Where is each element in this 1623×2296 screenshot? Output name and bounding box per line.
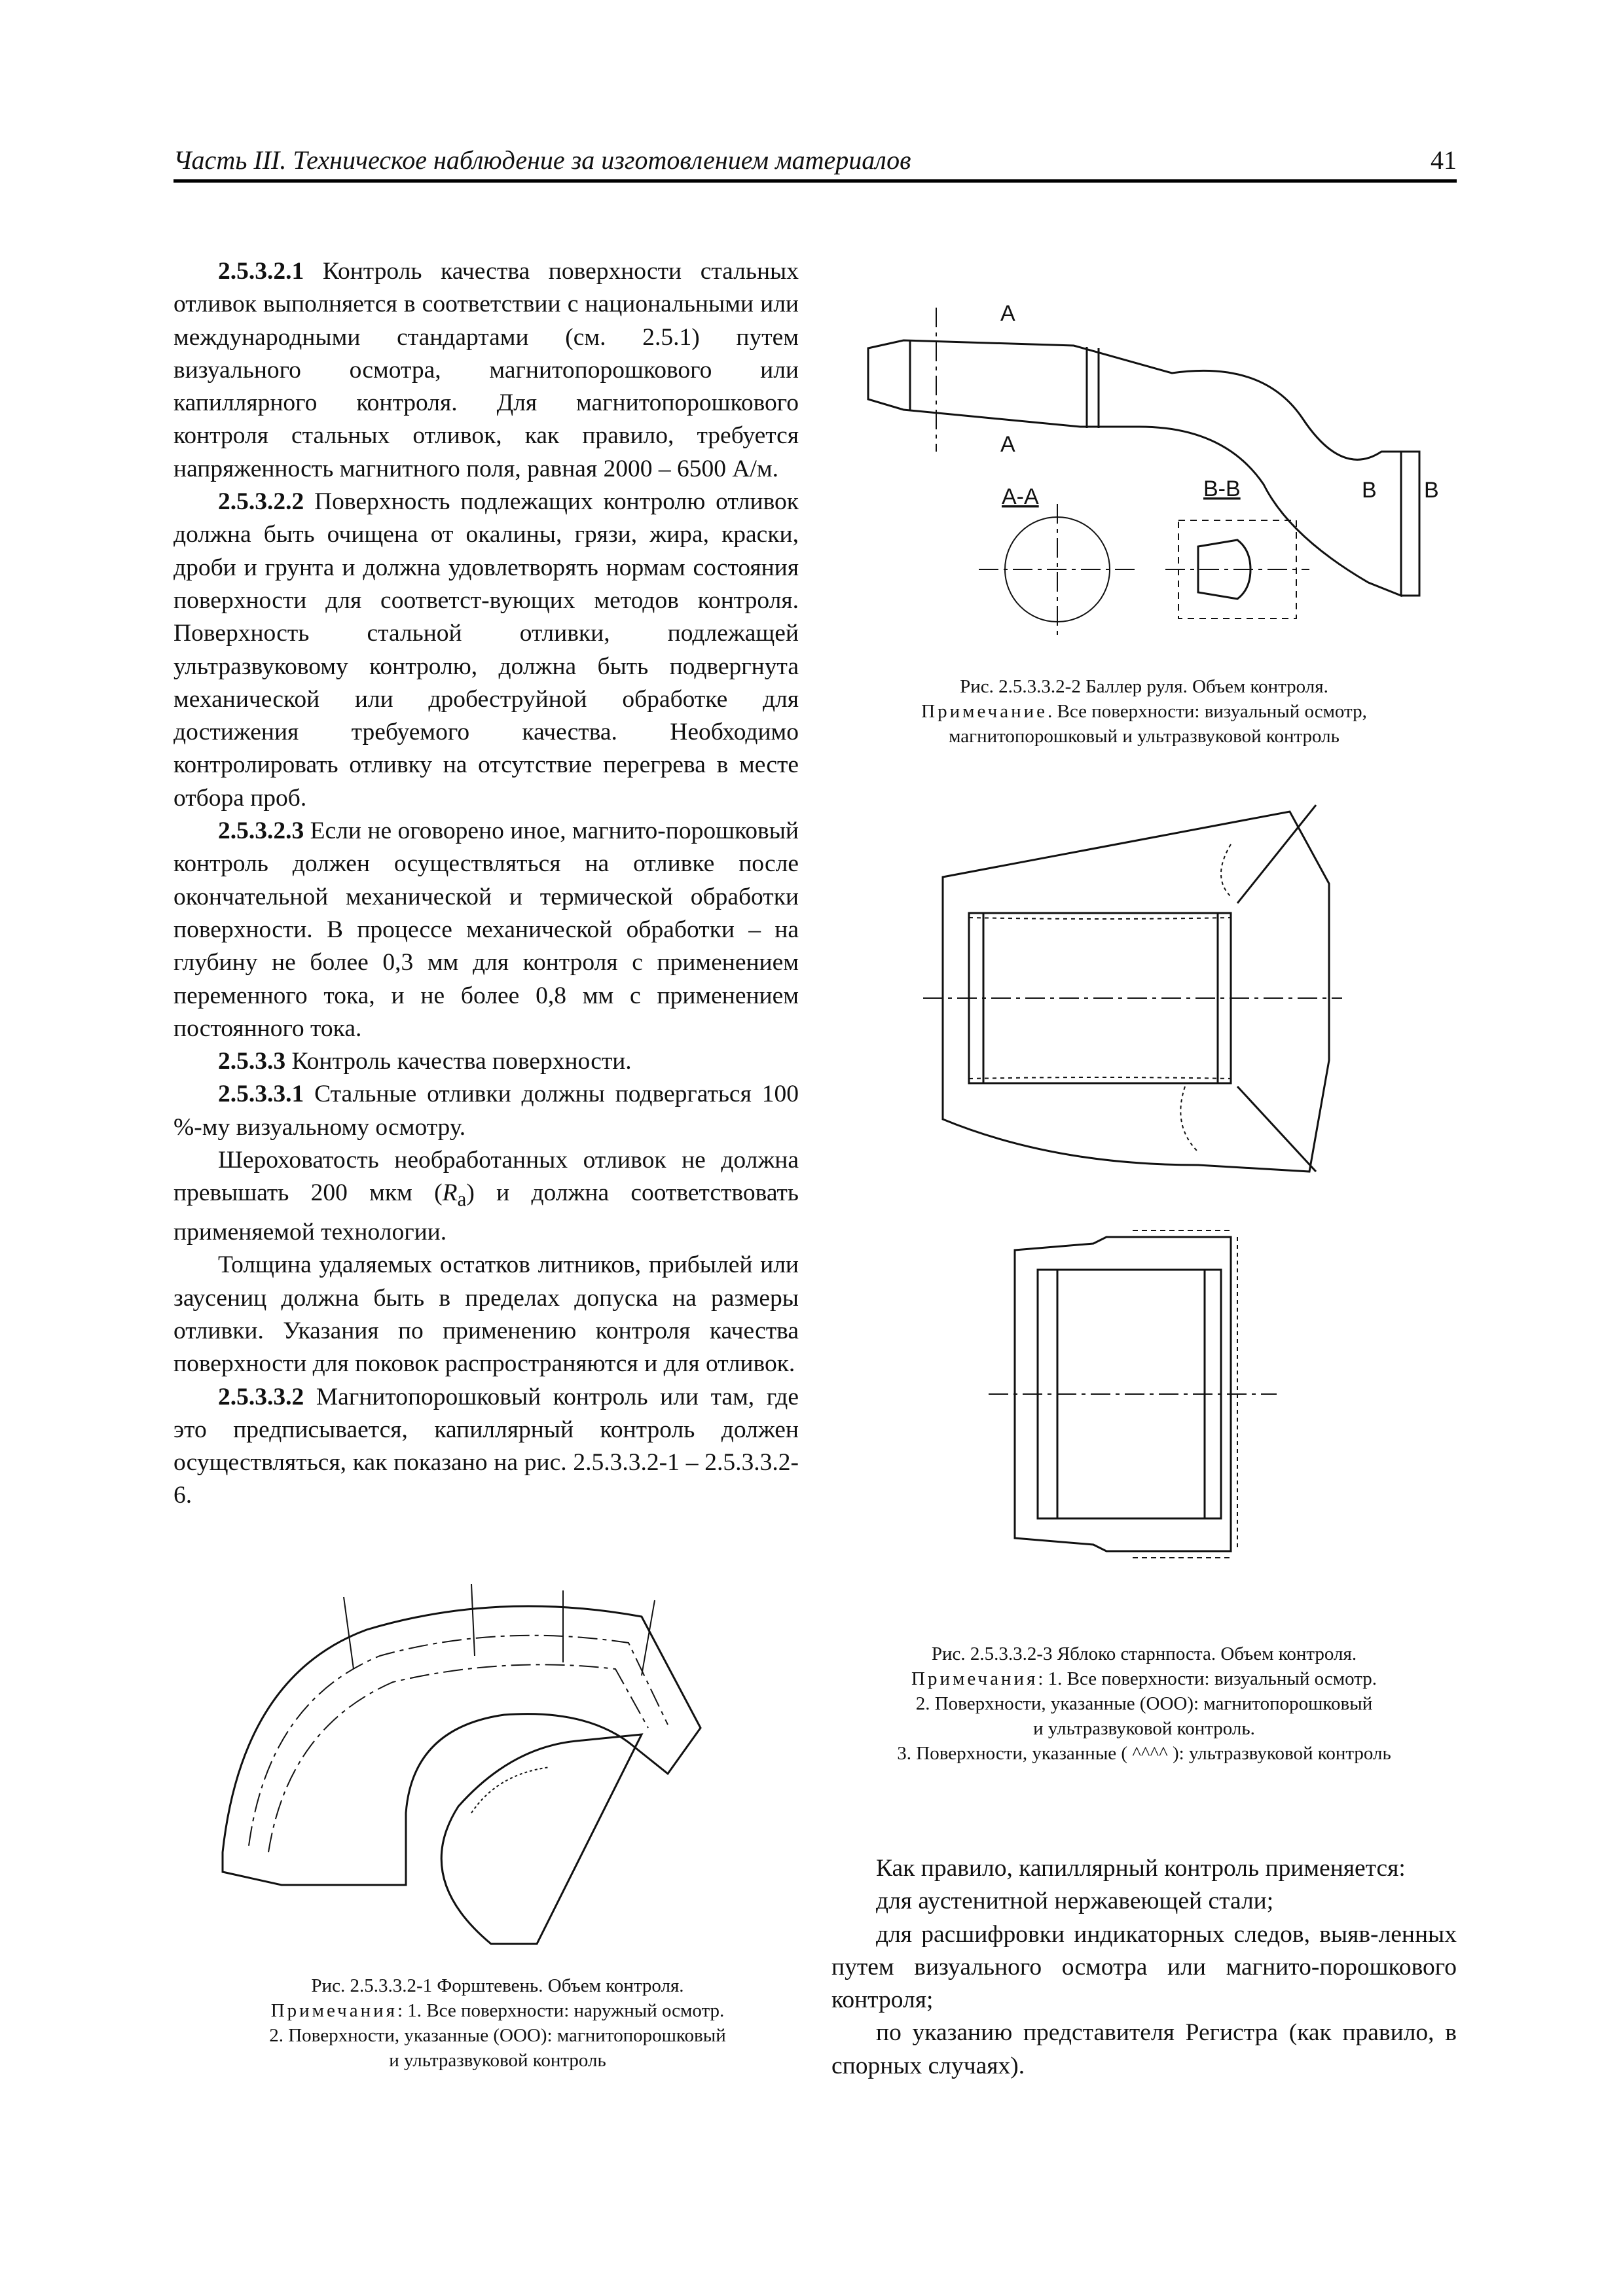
note-text: : 1. Все поверхности: визуальный осмотр. xyxy=(1038,1668,1377,1689)
left-column-text xyxy=(173,255,799,1513)
stern-boss-lower-view xyxy=(989,1230,1277,1558)
fig2-note-line2: магнитопорошковый и ультразвуковой контроль xyxy=(949,726,1340,747)
fig3-caption-block xyxy=(831,1641,1457,1766)
clause-number: 2.5.3.2.1 xyxy=(218,258,304,285)
paragraph-text: Толщина удаляемых остатков литников, прибылей или заусениц должна быть в пределах допуска на размеры отливки. Указания по применению контроля качества поверхности для поковок распространяются и для отливок. xyxy=(173,1251,799,1378)
fig2-caption-block xyxy=(831,674,1457,749)
paragraph-text: Шероховатость необработанных отливок не должна превышать 200 мкм ( xyxy=(173,1147,799,1207)
figure-stem xyxy=(196,1577,786,1970)
paragraph-text: Контроль качества поверхности стальных отливок выполняется в соответствии с национальными или международными стандартами (см. 2.5.1) путем визуального осмотра, магнитопорошкового или капиллярного контроля. Для магнитопорошкового контроля стальных отливок, как правило, требуется напряженность магнитного поля, равная 2000 – 6500 А/м. xyxy=(173,258,799,482)
fig3-note-line3: и ультразвуковой контроль. xyxy=(1033,1718,1255,1739)
stern-boss-upper-view xyxy=(923,805,1342,1172)
clause-number: 2.5.3.3 xyxy=(218,1048,286,1075)
paragraph-roughness xyxy=(173,1144,799,1249)
paragraph-text: Поверхность подлежащих контролю отливок должна быть очищена от окалины, грязи, жира, краски, дроби и грунта и должна удовлетворять нормам состояния поверхности для соответст-вующих методов контроля. Поверхность стальной отливки, подлежащей ультразвуковому контролю, должна быть подвергнута механической или дробеструйной обработке для достижения требуемого качества. Необходимо контролировать отливку на отсутствие перегрева в месте отбора проб. xyxy=(173,488,799,812)
paragraph-text: Если не оговорено иное, магнито-порошковый контроль должен осуществляться на отливке после окончательной механической и термической обработки поверхности. В процессе механической обработки – на глубину не более 0,3 мм для контроля с применением переменного тока, и не более 0,8 мм с применением постоянного тока. xyxy=(173,817,799,1042)
label-a-top: A xyxy=(1000,301,1015,326)
clause-number: 2.5.3.3.1 xyxy=(218,1081,304,1108)
fig3-note-line2: 2. Поверхности, указанные (ООО): магнитопорошковый xyxy=(915,1693,1373,1714)
roughness-symbol: R xyxy=(442,1179,458,1207)
clause-number: 2.5.3.2.2 xyxy=(218,488,304,516)
paragraph-text: ) и должна соответствовать применяемой технологии. xyxy=(173,1179,799,1246)
label-b-left: B xyxy=(1362,478,1377,503)
list-item: для аустенитной нержавеющей стали; xyxy=(876,1888,1274,1915)
list-item: для расшифровки индикаторных следов, выяв-ленных путем визуального осмотра или магнито-порошкового контроля; xyxy=(831,1920,1457,2014)
paragraph-2-5-3-2-2 xyxy=(173,486,799,815)
label-section-bb: B-B xyxy=(1203,476,1241,501)
right-column-text xyxy=(831,1852,1457,2083)
rudder-stock-drawing xyxy=(868,308,1419,635)
label-section-aa: A-A xyxy=(1002,484,1039,509)
roughness-subscript: a xyxy=(457,1187,467,1211)
label-b-right: B xyxy=(1424,478,1439,503)
paragraph-2-5-3-3-2 xyxy=(173,1381,799,1513)
fig1-caption: Рис. 2.5.3.3.2-1 Форштевень. Объем контроля. xyxy=(311,1975,684,1996)
stem-drawing xyxy=(223,1584,701,1944)
paragraph-text: Магнитопорошковый контроль или там, где это предписывается, капиллярный контроль должен осуществляться, как показано на рис. 2.5.3.3.2-1 – 2.5.3.3.2-6. xyxy=(173,1383,799,1509)
paragraph-2-5-3-3-1 xyxy=(173,1078,799,1144)
fig1-note-line2: 2. Поверхности, указанные (ООО): магнитопорошковый xyxy=(269,2025,726,2046)
clause-number: 2.5.3.2.3 xyxy=(218,817,304,845)
note-text: : 1. Все поверхности: наружный осмотр. xyxy=(397,2000,725,2021)
running-header xyxy=(173,139,1457,183)
fig2-note xyxy=(831,699,1457,724)
paragraph-capillary-intro: Как правило, капиллярный контроль применяется: xyxy=(876,1855,1406,1882)
fig2-caption: Рис. 2.5.3.3.2-2 Баллер руля. Объем контроля. xyxy=(960,676,1328,697)
fig1-caption-block xyxy=(196,1973,799,2073)
fig3-caption: Рис. 2.5.3.3.2-3 Яблоко старнпоста. Объем контроля. xyxy=(931,1643,1357,1664)
fig3-note-line4: 3. Поверхности, указанные ( ^^^^ ): ультразвуковой контроль xyxy=(897,1743,1391,1764)
note-label: Примечание xyxy=(921,701,1048,722)
note-label: Примечания xyxy=(911,1668,1038,1689)
figure-rudder-stock xyxy=(858,288,1460,655)
paragraph-2-5-3-2-1 xyxy=(173,255,799,486)
fig1-note-line3: и ультразвуковой контроль xyxy=(389,2050,606,2071)
paragraph-text: Контроль качества поверхности. xyxy=(285,1048,632,1075)
fig3-note xyxy=(831,1666,1457,1691)
fig1-note xyxy=(196,1998,799,2023)
label-a-bottom: A xyxy=(1000,432,1015,457)
note-label: Примечания xyxy=(270,2000,397,2021)
page-number: 41 xyxy=(1431,145,1457,175)
paragraph-2-5-3-2-3 xyxy=(173,815,799,1045)
list-item: по указанию представителя Регистра (как правило, в спорных случаях). xyxy=(831,2019,1457,2079)
figure-stern-boss xyxy=(923,798,1349,1610)
clause-number: 2.5.3.3.2 xyxy=(218,1383,304,1410)
note-text: . Все поверхности: визуальный осмотр, xyxy=(1048,701,1367,722)
paragraph-text: Стальные отливки должны подвергаться 100 %-му визуальному осмотру. xyxy=(173,1081,799,1141)
header-title: Часть III. Техническое наблюдение за изготовлением материалов xyxy=(173,145,911,175)
paragraph-2-5-3-3 xyxy=(173,1045,799,1078)
paragraph-thickness xyxy=(173,1249,799,1380)
